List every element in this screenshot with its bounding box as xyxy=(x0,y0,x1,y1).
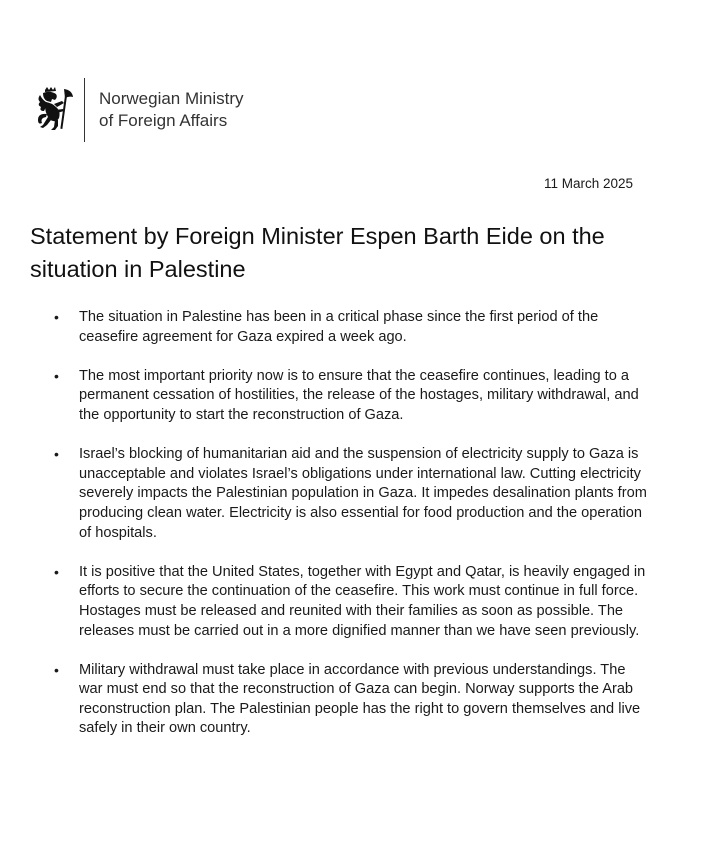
bullet-symbol: • xyxy=(54,661,59,678)
statement-bullet-list xyxy=(0,308,706,759)
bullet-item xyxy=(0,445,649,543)
bullet-symbol: • xyxy=(54,563,59,580)
ministry-name-line-1: Norwegian Ministry xyxy=(99,89,244,108)
bullet-symbol: • xyxy=(54,309,59,325)
statement-date: 11 March 2025 xyxy=(543,176,633,191)
ministry-name-line-2: of Foreign Affairs xyxy=(99,111,228,130)
bullet-text: The situation in Palestine has been in a critical phase since the first period of the ceasefire agreement for Gaza expired a week ago. xyxy=(79,309,599,345)
letterhead xyxy=(34,78,244,142)
letterhead-divider xyxy=(84,78,85,142)
ministry-name xyxy=(99,88,244,132)
bullet-text: Military withdrawal must take place in accordance with previous understandings. The war must end so that the reconstruction of Gaza can begin. Norway supports the Arab reconstruction plan. The Palestinian people has the right to govern themselves and live safely in their own country. xyxy=(79,661,641,737)
bullet-item xyxy=(0,563,649,641)
bullet-text: The most important priority now is to ensure that the ceasefire continues, leading to a permanent cessation of hostilities, the release of the hostages, military withdrawal, and the opportunity to start the reconstruction of Gaza. xyxy=(79,367,639,423)
norwegian-lion-icon xyxy=(34,87,74,133)
statement-title: Statement by Foreign Minister Espen Barth Eide on the situation in Palestine xyxy=(30,223,605,282)
bullet-item xyxy=(0,661,649,739)
bullet-text: Israel’s blocking of humanitarian aid and the suspension of electricity supply to Gaza is unacceptable and violates Israel’s obligations under international law. Cutting electricity severely impacts the Palestinian population in Gaza. It impedes desalination plants from producing clean water. Electricity is also essential for food production and the operation of hospitals. xyxy=(79,446,647,541)
bullet-symbol: • xyxy=(54,446,59,463)
bullet-symbol: • xyxy=(54,367,59,384)
bullet-text: It is positive that the United States, together with Egypt and Qatar, is heavily engaged in efforts to secure the continuation of the ceasefire. This work must continue in full force. Hostages must be released and reunited with their families as soon as possible. The releases must be carried out in a more dignified manner than we have seen previously. xyxy=(79,563,646,639)
bullet-item xyxy=(0,367,649,426)
bullet-item xyxy=(0,308,649,347)
